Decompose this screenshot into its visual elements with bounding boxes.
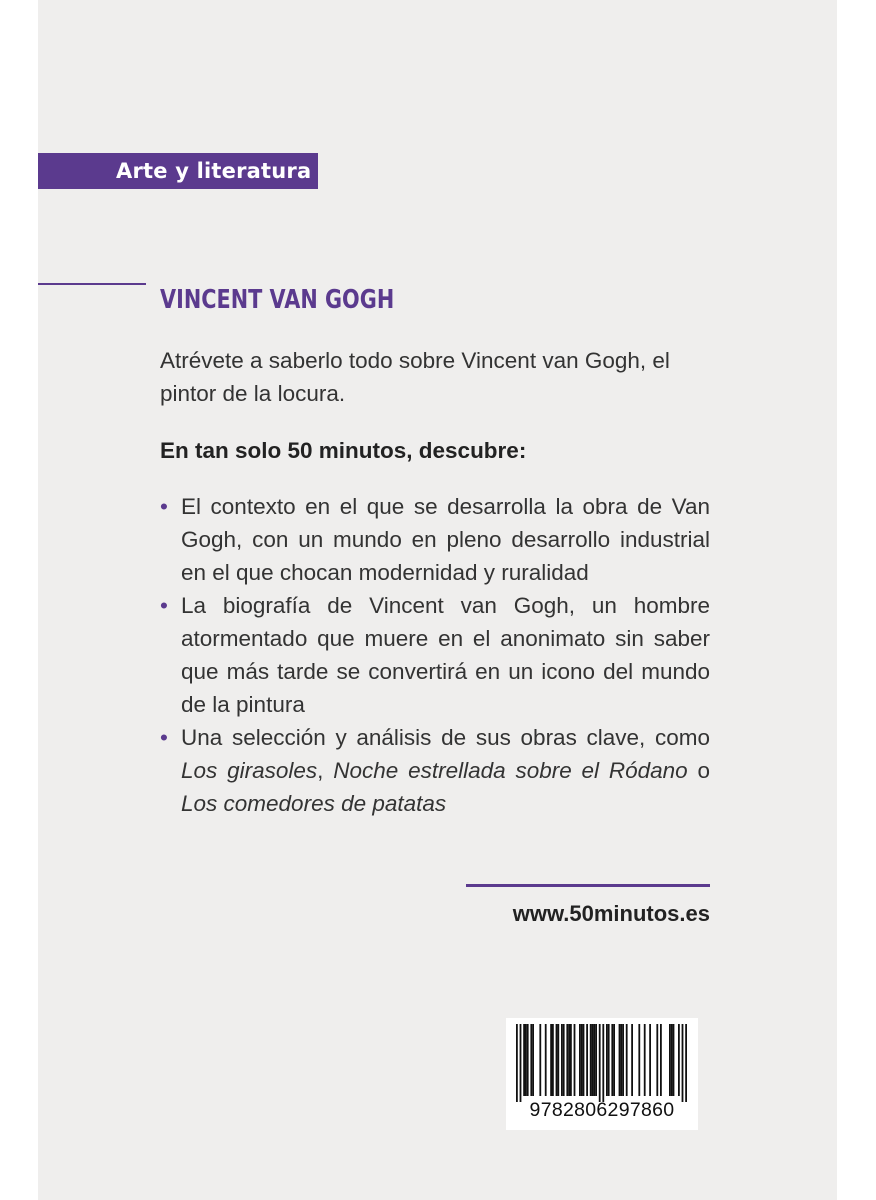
category-label: Arte y literatura (116, 159, 312, 183)
barcode-bar (682, 1024, 684, 1102)
barcode-bar (527, 1024, 529, 1096)
barcode (506, 1018, 698, 1130)
barcode-bar (574, 1024, 576, 1096)
barcode-bar (557, 1024, 559, 1096)
barcode-bar (656, 1024, 658, 1096)
list-item-text: La biografía de Vincent van Gogh, un hombre atormentado que muere en el anonimato sin saber que más tarde se convertirá en un icono del mundo de la pintura (181, 593, 710, 717)
artwork-title: Los comedores de patatas (181, 791, 447, 816)
barcode-bar (583, 1024, 585, 1096)
website-url: www.50minutos.es (512, 901, 710, 926)
barcode-bar (539, 1024, 541, 1096)
website-rule (466, 884, 710, 887)
list-item (160, 721, 710, 820)
barcode-bar (644, 1024, 646, 1096)
bullet-icon: • (160, 725, 168, 750)
barcode-bar (570, 1024, 572, 1096)
barcode-bar (595, 1024, 597, 1096)
barcode-bar (593, 1024, 595, 1096)
barcode-bar (613, 1024, 615, 1096)
barcode-bar (685, 1024, 687, 1102)
barcode-bar (608, 1024, 610, 1096)
barcode-bar (525, 1024, 527, 1096)
barcode-bar (586, 1024, 588, 1096)
barcode-bar (678, 1024, 680, 1096)
barcode-bar (619, 1024, 621, 1096)
barcode-bar (550, 1024, 552, 1096)
barcode-bar (530, 1024, 532, 1096)
barcode-bar (516, 1024, 518, 1102)
list-item-text (181, 725, 710, 816)
barcode-bar (590, 1024, 592, 1096)
barcode-bar (545, 1024, 547, 1096)
list-item-text: El contexto en el que se desarrolla la obra de Van Gogh, con un mundo en pleno desarrollo industrial en el que chocan modernidad y ruralidad (181, 494, 710, 585)
bullet-icon: • (160, 593, 168, 618)
barcode-bar (520, 1024, 522, 1102)
barcode-bar (602, 1024, 604, 1102)
barcode-bar (673, 1024, 675, 1096)
barcode-bar (556, 1024, 558, 1096)
barcode-bar (552, 1024, 554, 1096)
book-title: VINCENT VAN GOGH (160, 285, 395, 315)
list-item-lead: Una selección y análisis de sus obras clave, como (181, 725, 710, 750)
barcode-bar (620, 1024, 622, 1096)
barcode-bar (532, 1024, 534, 1096)
barcode-bar (631, 1024, 633, 1096)
artwork-title: Noche estrellada sobre el Ródano (333, 758, 688, 783)
barcode-bar (523, 1024, 525, 1096)
barcode-bar (638, 1024, 640, 1096)
barcode-bar (606, 1024, 608, 1096)
barcode-bar (566, 1024, 568, 1096)
barcode-bar (622, 1024, 624, 1096)
barcode-bar (611, 1024, 613, 1096)
intro-paragraph: Atrévete a saberlo todo sobre Vincent van Gogh, el pintor de la locura. (160, 348, 670, 406)
list-item (160, 490, 710, 589)
barcode-bar (626, 1024, 628, 1096)
title-rule (38, 283, 146, 285)
barcode-bar (671, 1024, 673, 1096)
bullet-icon: • (160, 494, 168, 519)
barcode-bar (563, 1024, 565, 1096)
separator-text: o (687, 758, 711, 783)
barcode-bar (568, 1024, 570, 1096)
barcode-bar (592, 1024, 594, 1096)
barcode-bar (669, 1024, 671, 1096)
list-item (160, 589, 710, 721)
barcode-bar (581, 1024, 583, 1096)
barcode-bar (649, 1024, 651, 1096)
artwork-title: Los girasoles (181, 758, 318, 783)
barcode-number: 9782806297860 (529, 1099, 675, 1121)
separator-text: , (317, 758, 334, 783)
highlights-list (160, 490, 710, 820)
subheading: En tan solo 50 minutos, descubre: (160, 438, 527, 463)
barcode-bar (660, 1024, 662, 1096)
barcode-bar (599, 1024, 601, 1102)
barcode-bar (561, 1024, 563, 1096)
barcode-bar (579, 1024, 581, 1096)
